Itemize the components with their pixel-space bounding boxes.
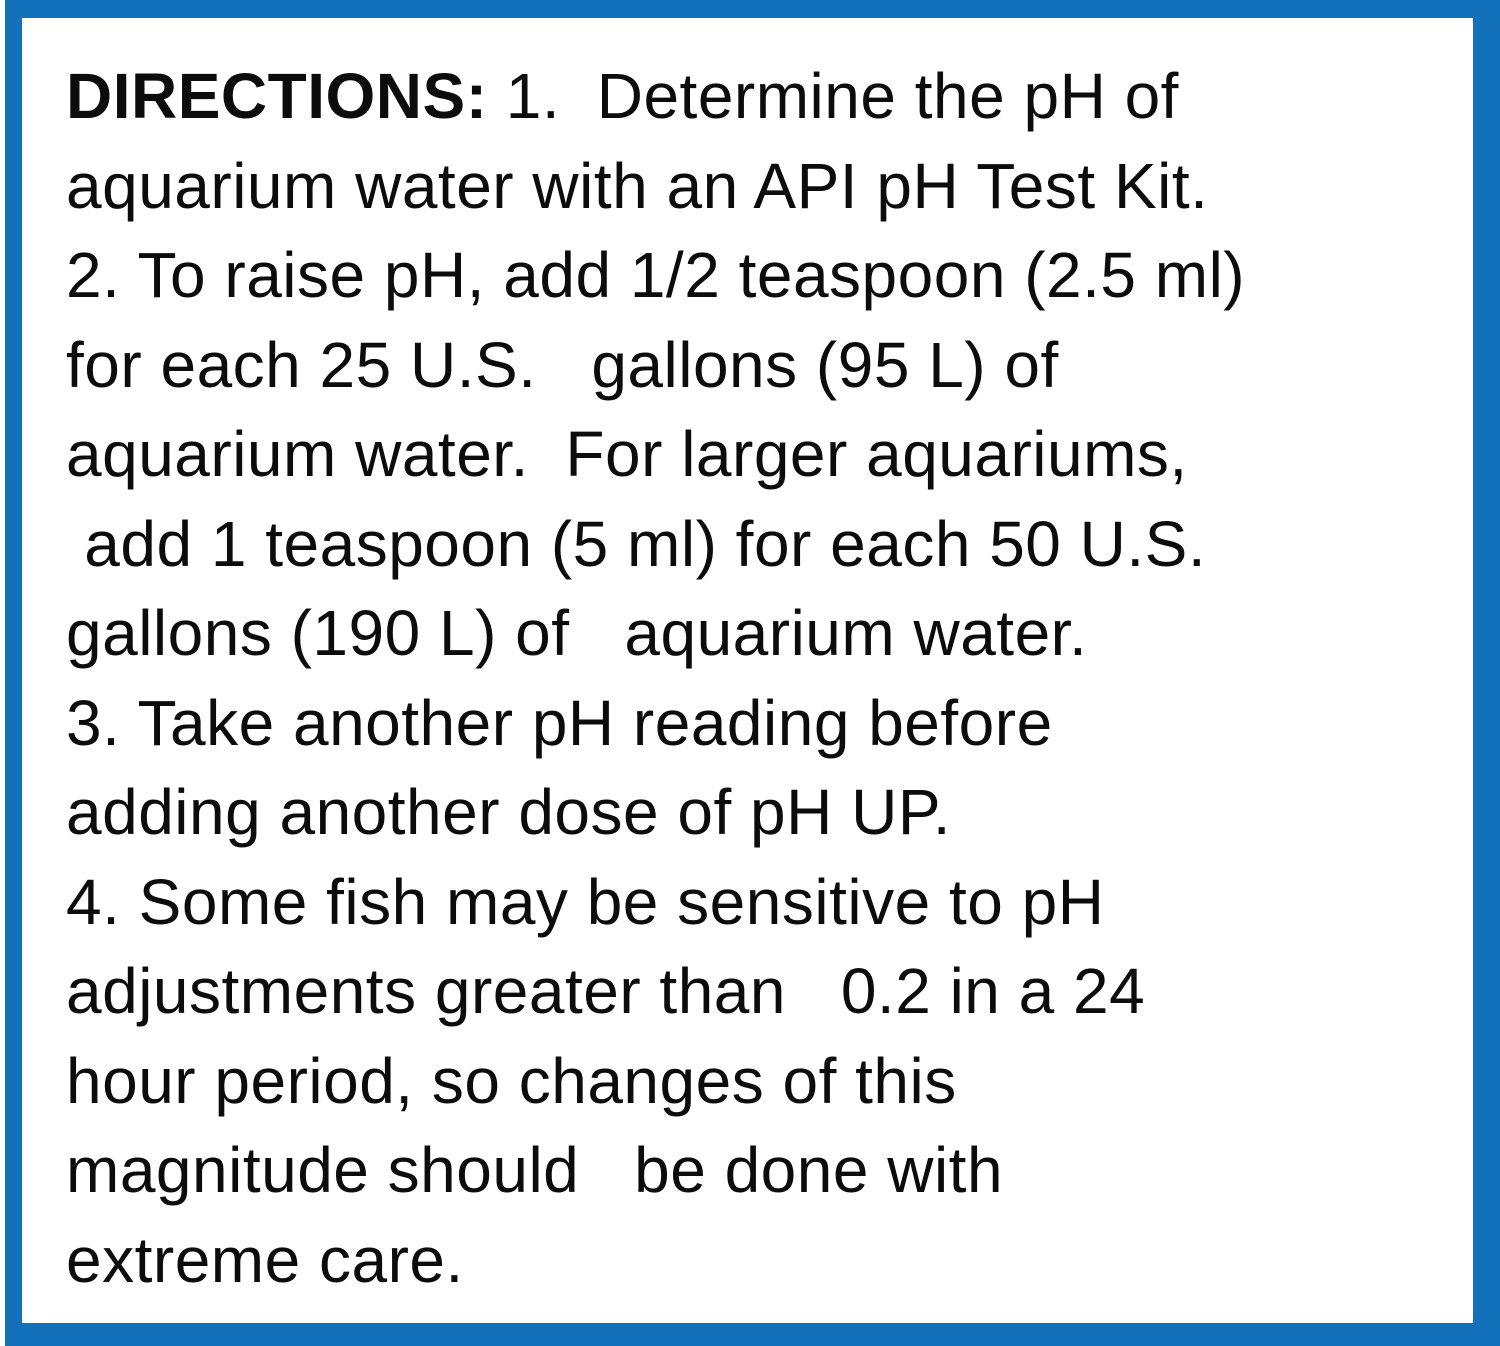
directions-line-text: aquarium water. For larger aquariums,: [66, 418, 1188, 490]
directions-line-text: 1. Determine the pH of: [487, 60, 1179, 132]
directions-line-text: adding another dose of pH UP.: [66, 776, 952, 848]
directions-text-block: [22, 18, 1473, 1305]
directions-line: [66, 142, 1465, 232]
directions-heading: DIRECTIONS:: [66, 60, 488, 132]
directions-line-text: 2. To raise pH, add 1/2 teaspoon (2.5 ml): [66, 239, 1246, 311]
directions-line: [66, 768, 1465, 858]
directions-line-text: 4. Some fish may be sensitive to pH: [66, 865, 1105, 938]
directions-line: [66, 589, 1465, 679]
directions-line: [66, 1216, 1465, 1306]
label-border-frame: [5, 0, 1500, 1346]
directions-line: [66, 1037, 1465, 1127]
directions-line-text: hour period, so changes of this: [66, 1044, 957, 1117]
directions-line: [66, 52, 1465, 142]
directions-line: [66, 410, 1465, 500]
directions-line-text: 3. Take another pH reading before: [66, 686, 1053, 759]
directions-line: [66, 500, 1465, 590]
directions-line-text: extreme care.: [66, 1223, 464, 1296]
directions-line-text: add 1 teaspoon (5 ml) for each 50 U.S.: [66, 507, 1207, 580]
directions-line: [66, 858, 1465, 948]
directions-line: [66, 321, 1465, 411]
directions-line: [66, 231, 1465, 321]
directions-line-text: gallons (190 L) of aquarium water.: [66, 597, 1088, 669]
directions-line-text: magnitude should be done with: [66, 1134, 1004, 1206]
directions-line: [66, 1126, 1465, 1216]
directions-line: [66, 947, 1465, 1037]
directions-line-text: aquarium water with an API pH Test Kit.: [66, 149, 1209, 222]
directions-line: [66, 679, 1465, 769]
directions-line-text: for each 25 U.S. gallons (95 L) of: [66, 328, 1059, 401]
directions-line-text: adjustments greater than 0.2 in a 24: [66, 955, 1146, 1027]
